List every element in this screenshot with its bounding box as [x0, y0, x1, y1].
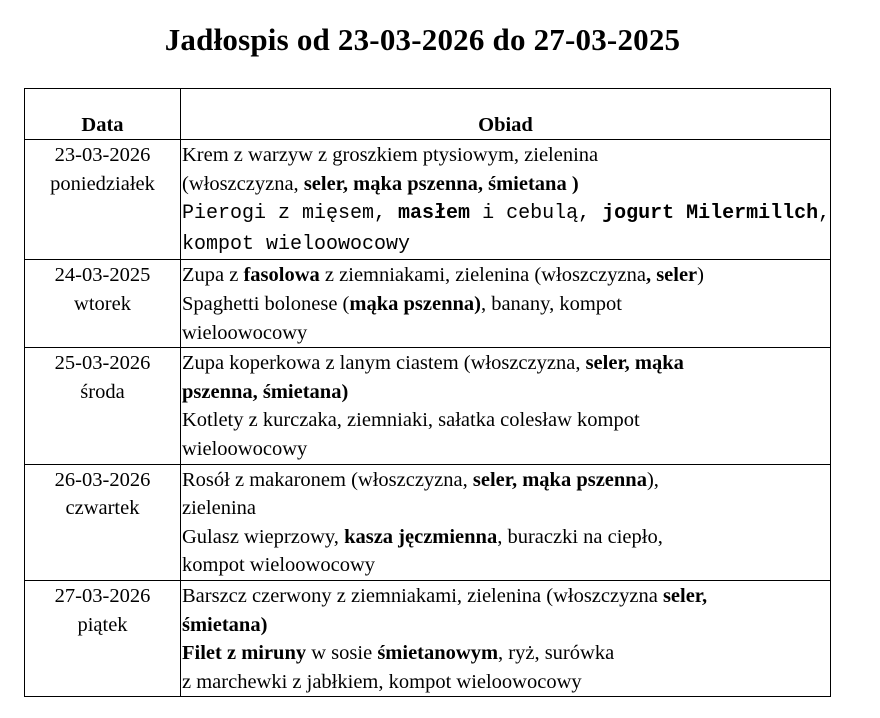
- dish-text: z marchewki z jabłkiem, kompot wieloowocowy: [182, 670, 582, 693]
- weekday-label: czwartek: [65, 497, 140, 520]
- weekday-label: wtorek: [74, 292, 131, 315]
- header-date: Data: [25, 89, 181, 140]
- dish-line: [182, 551, 830, 580]
- allergen-text: seler,: [662, 584, 708, 607]
- dish-line: [182, 198, 830, 229]
- weekday-label: piątek: [77, 613, 128, 636]
- dish-text: , banany, kompot: [480, 292, 622, 315]
- header-lunch: Obiad: [181, 89, 831, 140]
- allergen-text: , seler: [645, 264, 698, 287]
- dish-text: Rosół z makaronem (włoszczyzna,: [182, 468, 473, 491]
- dish-text: zielenina: [182, 497, 256, 520]
- table-row: [25, 464, 831, 580]
- header-row: [25, 89, 831, 140]
- allergen-text: seler, mąka pszenna: [472, 468, 647, 491]
- dish-text: , ryż, surówka: [498, 642, 615, 665]
- dish-cell: [181, 464, 831, 580]
- dish-line: [182, 494, 830, 523]
- dish-line: [182, 319, 830, 348]
- dish-text: Pierogi z mięsem,: [182, 202, 399, 226]
- allergen-text: pszenna, śmietana): [182, 380, 349, 403]
- table-row: [25, 580, 831, 696]
- dish-line: [182, 141, 830, 170]
- dish-text: ): [697, 264, 704, 287]
- date-value: 24-03-2025: [54, 264, 151, 287]
- dish-cell: [181, 580, 831, 696]
- date-value: 27-03-2026: [54, 584, 151, 607]
- allergen-text: seler, mąka: [585, 352, 684, 375]
- menu-body: [25, 140, 831, 697]
- allergen-text: mąka pszenna): [349, 292, 481, 315]
- dish-text: i cebulą,: [470, 202, 603, 226]
- allergen-text: masłem: [398, 202, 471, 226]
- allergen-text: Filet z miruny: [182, 642, 307, 665]
- menu-table: [24, 88, 831, 697]
- allergen-text: seler, mąka pszenna, śmietana ): [303, 172, 579, 195]
- dish-line: [182, 406, 830, 435]
- dish-text: Kotlety z kurczaka, ziemniaki, sałatka colesław kompot: [182, 409, 640, 432]
- dish-line: [182, 668, 830, 697]
- page-title: Jadłospis od 23-03-2026 do 27-03-2025: [164, 22, 681, 57]
- dish-line: [182, 170, 830, 199]
- dish-text: wieloowocowy: [182, 437, 308, 460]
- weekday-label: środa: [80, 380, 125, 403]
- dish-text: Zupa z: [182, 264, 244, 287]
- dish-cell: [181, 140, 831, 260]
- dish-text: , buraczki na ciepło,: [497, 525, 663, 548]
- allergen-text: śmietana): [182, 613, 268, 636]
- dish-line: [182, 466, 830, 495]
- allergen-text: kasza jęczmienna: [344, 525, 498, 548]
- dish-line: [182, 229, 830, 260]
- date-cell: [25, 580, 181, 696]
- dish-line: [182, 582, 830, 611]
- date-value: 23-03-2026: [54, 144, 151, 166]
- date-value: 26-03-2026: [54, 468, 151, 491]
- date-value: 25-03-2026: [54, 352, 151, 375]
- dish-text: kompot wieloowocowy: [182, 554, 376, 577]
- allergen-text: śmietanowym: [377, 642, 499, 665]
- dish-line: [182, 349, 830, 378]
- dish-line: [182, 523, 830, 552]
- dish-text: wieloowocowy: [182, 321, 308, 344]
- date-cell: [25, 140, 181, 260]
- dish-text: Zupa koperkowa z lanym ciastem (włoszczyzna,: [182, 352, 586, 375]
- dish-text: Spaghetti bolonese (: [182, 292, 350, 315]
- dish-text: kompot wieloowocowy: [182, 232, 411, 256]
- dish-text: ),: [646, 468, 659, 491]
- allergen-text: fasolowa: [243, 264, 320, 287]
- dish-text: Krem z warzyw z groszkiem ptysiowym, zielenina: [182, 144, 599, 166]
- dish-text: Barszcz czerwony z ziemniakami, zielenina (włoszczyzna: [182, 584, 663, 607]
- dish-line: [182, 435, 830, 464]
- table-row: [25, 348, 831, 464]
- date-cell: [25, 348, 181, 464]
- dish-cell: [181, 348, 831, 464]
- dish-text: w sosie: [306, 642, 378, 665]
- dish-text: (włoszczyzna,: [182, 172, 304, 195]
- table-row: [25, 140, 831, 260]
- date-cell: [25, 260, 181, 348]
- dish-line: [182, 261, 830, 290]
- dish-line: [182, 378, 830, 407]
- dish-text: z ziemniakami, zielenina (włoszczyzna: [319, 264, 646, 287]
- dish-line: [182, 639, 830, 668]
- table-row: [25, 260, 831, 348]
- weekday-label: poniedziałek: [50, 172, 155, 195]
- dish-cell: [181, 260, 831, 348]
- dish-text: ,: [818, 202, 831, 226]
- dish-line: [182, 290, 830, 319]
- dish-line: [182, 611, 830, 640]
- date-cell: [25, 464, 181, 580]
- dish-text: Gulasz wieprzowy,: [182, 525, 345, 548]
- allergen-text: jogurt Milermillch: [602, 202, 819, 226]
